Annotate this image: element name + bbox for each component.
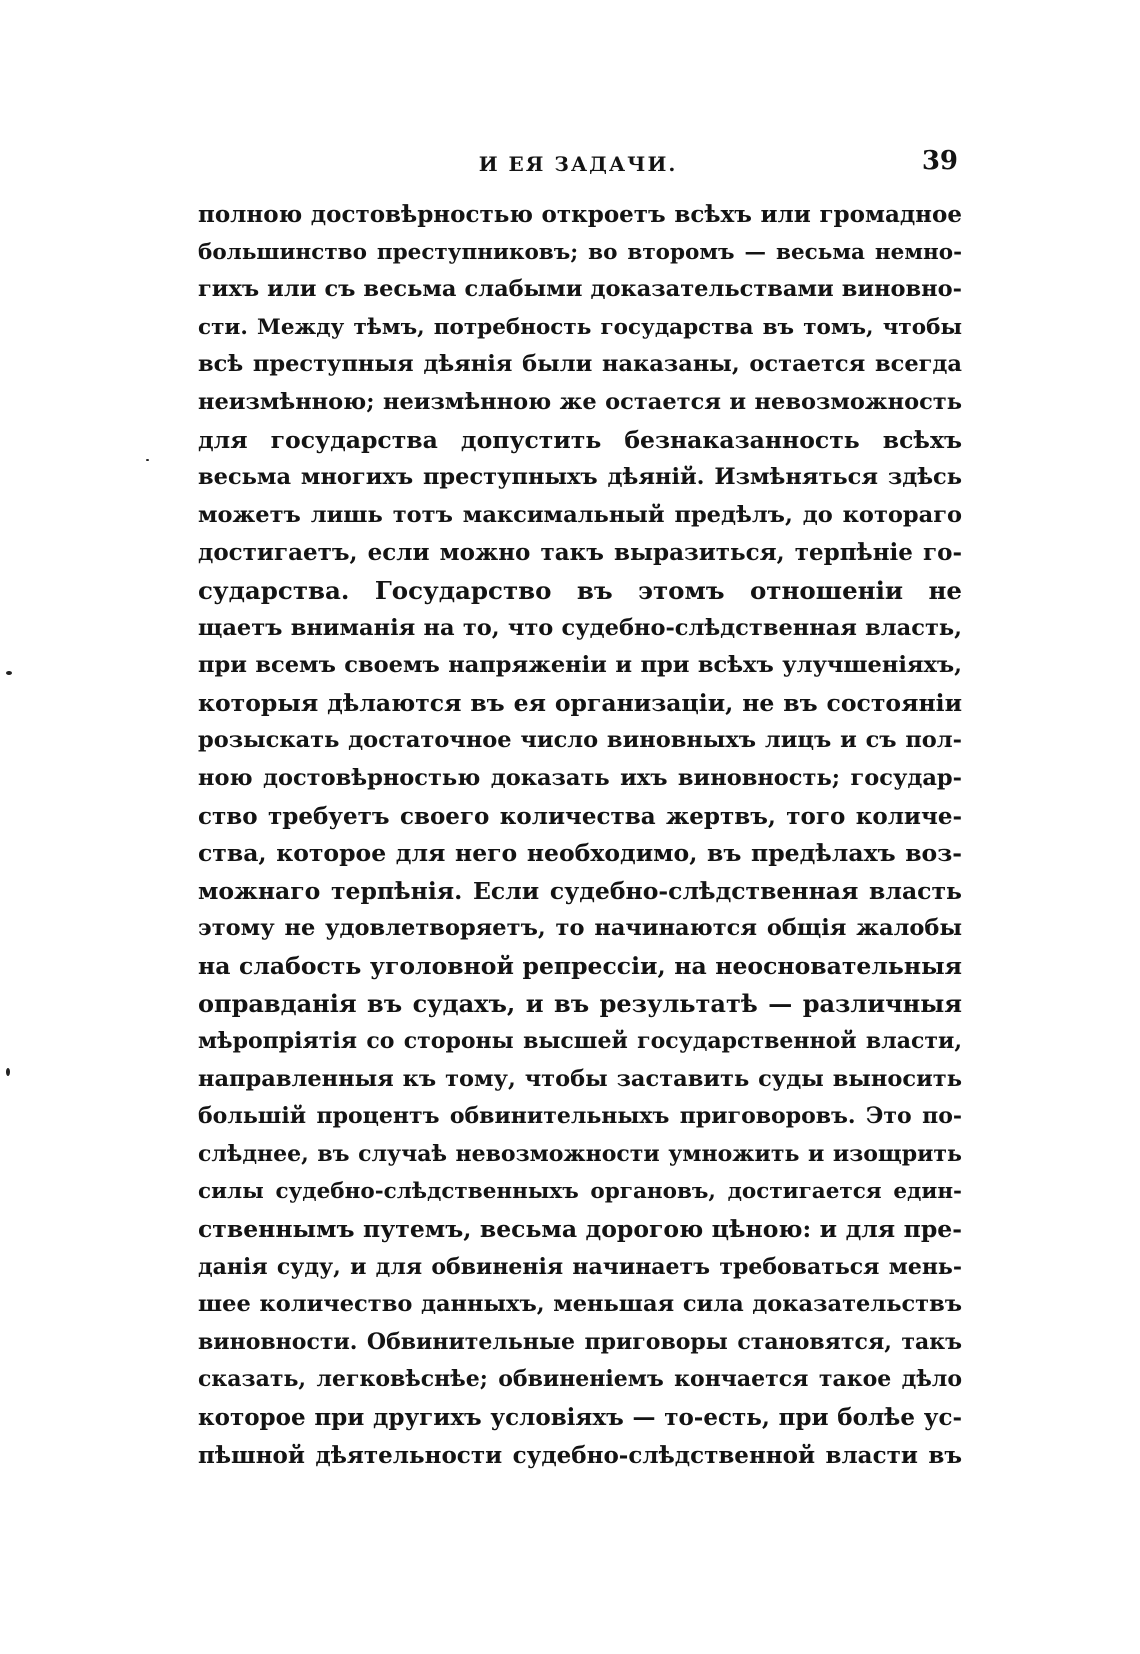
text-line: при всемъ своемъ напряженіи и при всѣхъ улучшеніяхъ,	[198, 652, 962, 679]
text-line: пѣшной дѣятельности судебно-слѣдственной власти въ	[198, 1441, 962, 1469]
text-line: мѣропріятія со стороны высшей государственной власти,	[198, 1028, 962, 1055]
text-line: оправданія въ судахъ, и въ результатѣ — различныя	[198, 989, 962, 1019]
page-number: 39	[921, 146, 958, 176]
text-line: всѣ преступныя дѣянія были наказаны, остается всегда	[198, 351, 962, 378]
body-text	[198, 196, 962, 1474]
text-line: можетъ лишь тотъ максимальный предѣлъ, до котораго	[198, 501, 962, 528]
text-line: сударства. Государство въ этомъ отношеніи не	[198, 575, 962, 605]
text-line: ною достовѣрностью доказать ихъ виновность; государ-	[198, 764, 962, 791]
margin-speck	[6, 671, 12, 675]
text-line: ство требуетъ своего количества жертвъ, того количе-	[198, 802, 962, 830]
text-line: гихъ или съ весьма слабыми доказательствами виновно-	[198, 276, 962, 303]
text-line: виновности. Обвинительные приговоры становятся, такъ	[198, 1328, 962, 1355]
text-line: достигаетъ, если можно такъ выразиться, терпѣніе го-	[198, 539, 962, 567]
text-line: данія суду, и для обвиненія начинаетъ требоваться мень-	[198, 1253, 962, 1280]
text-line: большинство преступниковъ; во второмъ — весьма немно-	[198, 239, 962, 265]
text-line: которое при другихъ условіяхъ — то-есть, при болѣе ус-	[198, 1404, 962, 1431]
text-line: неизмѣнною; неизмѣнною же остается и невозможность	[198, 388, 962, 415]
text-line: шее количество данныхъ, меньшая сила доказательствъ	[198, 1291, 962, 1318]
margin-speck	[146, 459, 149, 461]
text-line: силы судебно-слѣдственныхъ органовъ, достигается един-	[198, 1179, 962, 1205]
text-line: направленныя къ тому, чтобы заставить суды выносить	[198, 1065, 962, 1092]
text-line: полною достовѣрностью откроетъ всѣхъ или громадное	[198, 201, 962, 228]
running-title: И ЕЯ ЗАДАЧИ.	[478, 152, 678, 176]
text-line: большій процентъ обвинительныхъ приговоровъ. Это по-	[198, 1103, 962, 1130]
text-line: весьма многихъ преступныхъ дѣяній. Измѣняться здѣсь	[198, 464, 962, 491]
text-line: сказать, легковѣснѣе; обвиненіемъ кончается такое дѣло	[198, 1366, 962, 1393]
text-line: этому не удовлетворяетъ, то начинаются общія жалобы	[198, 915, 962, 942]
text-line: слѣднее, въ случаѣ невозможности умножить и изощрить	[198, 1140, 962, 1167]
text-line: розыскать достаточное число виновныхъ лицъ и съ пол-	[198, 727, 962, 754]
text-line: ственнымъ путемъ, весьма дорогою цѣною: и для пре-	[198, 1215, 962, 1244]
text-line: для государства допустить безнаказанность всѣхъ	[198, 425, 962, 454]
margin-speck	[6, 1068, 10, 1076]
text-line: щаетъ вниманія на то, что судебно-слѣдственная власть,	[198, 614, 962, 641]
text-line: на слабость уголовной репрессіи, на неосновательныя	[198, 951, 962, 980]
text-line: которыя дѣлаются въ ея организаціи, не въ состояніи	[198, 688, 962, 717]
text-line: сти. Между тѣмъ, потребность государства въ томъ, чтобы	[198, 314, 962, 340]
text-line: ства, которое для него необходимо, въ предѣлахъ воз-	[198, 839, 962, 868]
text-line: можнаго терпѣнія. Если судебно-слѣдственная власть	[198, 876, 962, 905]
running-head	[198, 146, 958, 180]
